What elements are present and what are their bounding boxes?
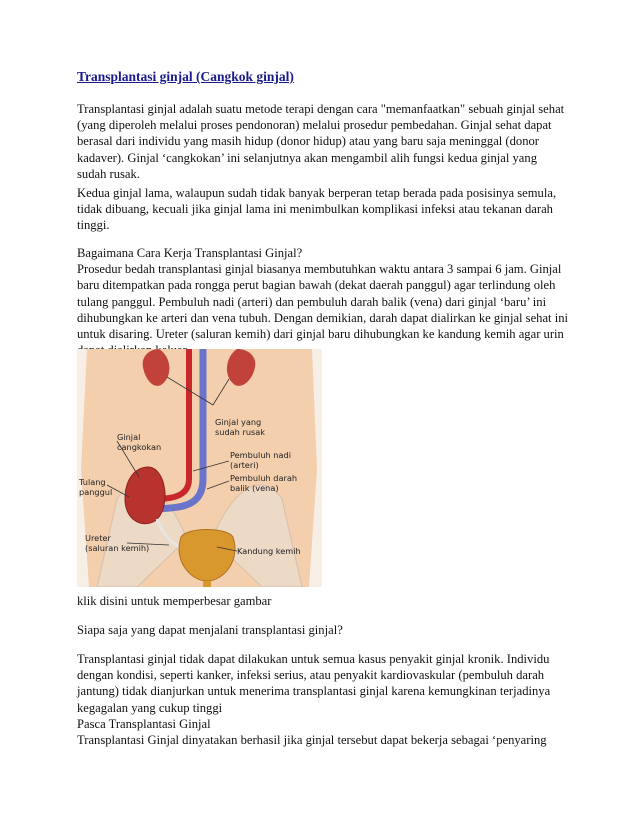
text-line: baru ditempatkan pada rongga perut bagian bawah (dekat daerah panggul) agar terlindung oleh xyxy=(77,278,556,293)
procedure-paragraph xyxy=(77,245,577,358)
text-line: (yang diperoleh melalui proses pendonoran) melalui prosedur pembedahan. Ginjal sehat dapat xyxy=(77,118,552,133)
section-heading: Bagaimana Cara Kerja Transplantasi Ginjal? xyxy=(77,246,303,260)
text-line: Transplantasi ginjal adalah suatu metode terapi dengan cara "memanfaatkan" sebuah ginjal sehat xyxy=(77,102,565,116)
enlarge-image-link-paragraph xyxy=(77,593,577,609)
label-ureter-line2: (saluran kemih) xyxy=(85,543,150,553)
text-line: untuk disaring. Ureter (saluran kemih) dari ginjal baru dihubungkan ke kandung kemih agar urin xyxy=(77,327,564,342)
label-new-kidney-line1: Ginjal xyxy=(117,432,141,442)
label-bladder: Kandung kemih xyxy=(237,546,301,556)
label-old-kidney-line1: Ginjal yang xyxy=(215,417,262,427)
label-artery-line1: Pembuluh nadi xyxy=(230,450,291,460)
enlarge-image-link[interactable]: klik disini untuk memperbesar gambar xyxy=(77,594,272,608)
text-line: dihubungkan ke arteri dan vena tubuh. Dengan demikian, darah dapat dialirkan ke ginjal sehat ini xyxy=(77,310,568,325)
post-transplant-paragraph xyxy=(77,716,577,748)
label-old-kidney-line2: sudah rusak xyxy=(215,427,266,437)
section-heading: Pasca Transplantasi Ginjal xyxy=(77,717,211,731)
text-line: Transplantasi Ginjal dinyatakan berhasil jika ginjal tersebut dapat bekerja sebagai ‘penyaring xyxy=(77,733,547,748)
old-kidneys-paragraph xyxy=(77,185,577,234)
text-line: sudah rusak. xyxy=(77,166,140,181)
label-pelvis-line2: panggul xyxy=(79,487,113,497)
label-pelvis-line1: Tulang xyxy=(79,477,106,487)
text-line: dengan kondisi, seperti kanker, infeksi serius, atau penyakit kardiovaskular (pembuluh darah xyxy=(77,668,545,683)
label-vein-line1: Pembuluh darah xyxy=(230,473,298,483)
label-ureter-line1: Ureter xyxy=(85,533,111,543)
text-line: Kedua ginjal lama, walaupun sudah tidak banyak berperan tetap berada pada posisinya semula, xyxy=(77,186,557,200)
text-line: Prosedur bedah transplantasi ginjal biasanya membutuhkan waktu antara 3 sampai 6 jam. Ginjal xyxy=(77,262,562,277)
text-line: berasal dari individu yang masih hidup (donor hidup) atau yang baru saja meninggal (donor xyxy=(77,134,540,149)
text-line: tidak dibuang, kecuali jika ginjal lama ini menimbulkan komplikasi infeksi atau tekanan darah xyxy=(77,202,553,217)
label-vein-line2: balik (vena) xyxy=(230,483,279,493)
kidney-transplant-figure[interactable] xyxy=(77,349,322,587)
text-line: jantung) tidak dianjurkan untuk menerima transplantasi ginjal karena kemungkinan terjadinya xyxy=(77,684,551,699)
text-line: kadaver). Ginjal ‘cangkokan’ ini selanjutnya akan mengambil alih fungsi kedua ginjal yang xyxy=(77,150,537,165)
page-title[interactable]: Transplantasi ginjal (Cangkok ginjal) xyxy=(77,69,294,84)
eligibility-paragraph xyxy=(77,651,577,716)
intro-paragraph xyxy=(77,101,577,182)
label-new-kidney-line2: cangkokan xyxy=(117,442,162,452)
text-line: kegagalan yang cukup tinggi xyxy=(77,700,223,715)
text-line: Transplantasi ginjal tidak dapat dilakukan untuk semua kasus penyakit ginjal kronik. Individu xyxy=(77,652,550,666)
text-line: tinggi. xyxy=(77,218,110,233)
text-line: tulang panggul. Pembuluh nadi (arteri) dan pembuluh darah balik (vena) dari ginjal ‘baru’ ini xyxy=(77,294,547,309)
section-heading: Siapa saja yang dapat menjalani transplantasi ginjal? xyxy=(77,623,343,637)
who-can-heading-paragraph xyxy=(77,622,577,638)
label-artery-line2: (arteri) xyxy=(230,460,259,470)
urethra xyxy=(203,581,211,587)
